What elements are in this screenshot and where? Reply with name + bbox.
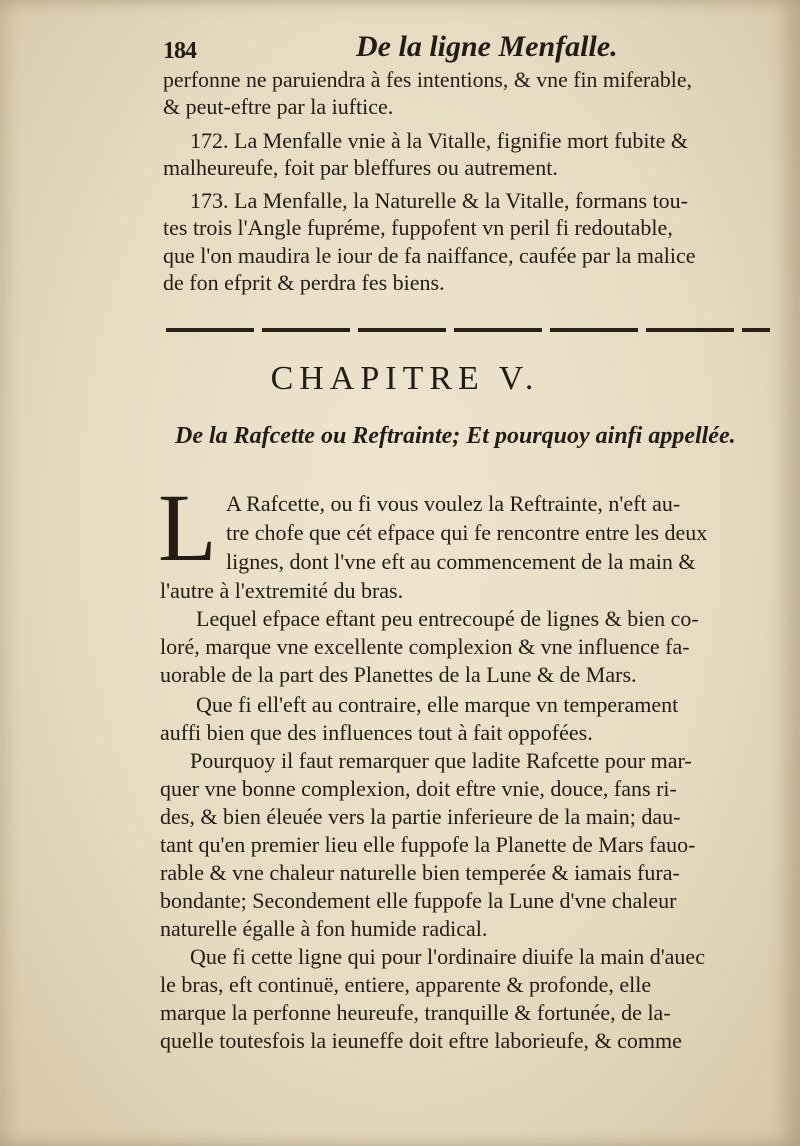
text-line: Pourquoy il faut remarquer que ladite Rafcette pour mar- <box>190 748 692 773</box>
text-line: l'autre à l'extremité du bras. <box>160 578 404 603</box>
text-line: tant qu'en premier lieu elle fuppofe la Planette de Mars fauo- <box>160 832 696 857</box>
text-line: malheureufe, foit par bleffures ou autrement. <box>163 155 558 180</box>
text-line: bondante; Secondement elle fuppofe la Lune d'vne chaleur <box>160 888 677 913</box>
page-number: 184 <box>163 38 196 64</box>
text-line: uorable de la part des Planettes de la Lune & de Mars. <box>160 662 637 687</box>
drop-cap: L <box>158 474 217 581</box>
text-line: 172. La Menfalle vnie à la Vitalle, fignifie mort fubite & <box>190 128 689 153</box>
text-line: auffi bien que des influences tout à fait oppofées. <box>160 720 593 745</box>
text-line: A Rafcette, ou fi vous voulez la Reftrainte, n'eft au- <box>226 491 681 516</box>
text-line: lignes, dont l'vne eft au commencement de la main & <box>226 549 696 574</box>
text-line: marque la perfonne heureufe, tranquille & fortunée, de la- <box>160 1000 671 1025</box>
text-line: le bras, eft continuë, entiere, apparente & profonde, elle <box>160 972 652 997</box>
text-line: rable & vne chaleur naturelle bien temperée & iamais fura- <box>160 860 680 885</box>
text-line: 173. La Menfalle, la Naturelle & la Vitalle, formans tou- <box>190 188 688 213</box>
text-line: Que fi ell'eft au contraire, elle marque vn temperament <box>196 692 679 717</box>
text-line: perfonne ne paruiendra à fes intentions, & vne fin miferable, <box>163 67 692 92</box>
text-line: que l'on maudira le iour de fa naiffance, caufée par la malice <box>163 243 696 268</box>
text-line: tre chofe que cét efpace qui fe rencontre entre les deux <box>226 520 708 545</box>
text-line: loré, marque vne excellente complexion & vne influence fa- <box>160 634 690 659</box>
running-title: De la ligne Menfalle. <box>356 30 618 63</box>
chapter-title: CHAPITRE V. <box>270 360 540 397</box>
text-line: quer vne bonne complexion, doit eftre vnie, douce, fans ri- <box>160 776 677 801</box>
text-line: tes trois l'Angle fupréme, fuppofent vn peril fi redoutable, <box>163 215 673 240</box>
text-line: & peut-eftre par la iuftice. <box>163 94 394 119</box>
text-line: naturelle égalle à fon humide radical. <box>160 916 488 941</box>
chapter-subtitle: De la Rafcette ou Reftrainte; Et pourquoy ainfi appellée. <box>175 423 736 449</box>
text-line: Que fi cette ligne qui pour l'ordinaire diuife la main d'auec <box>190 944 705 969</box>
text-line: des, & bien éleuée vers la partie inferieure de la main; dau- <box>160 804 681 829</box>
text-line: quelle toutesfois la ieuneffe doit eftre laborieufe, & comme <box>160 1028 682 1053</box>
text-line: Lequel efpace eftant peu entrecoupé de lignes & bien co- <box>196 606 699 631</box>
text-line: de fon efprit & perdra fes biens. <box>163 270 445 295</box>
ornamental-rule <box>166 328 770 332</box>
